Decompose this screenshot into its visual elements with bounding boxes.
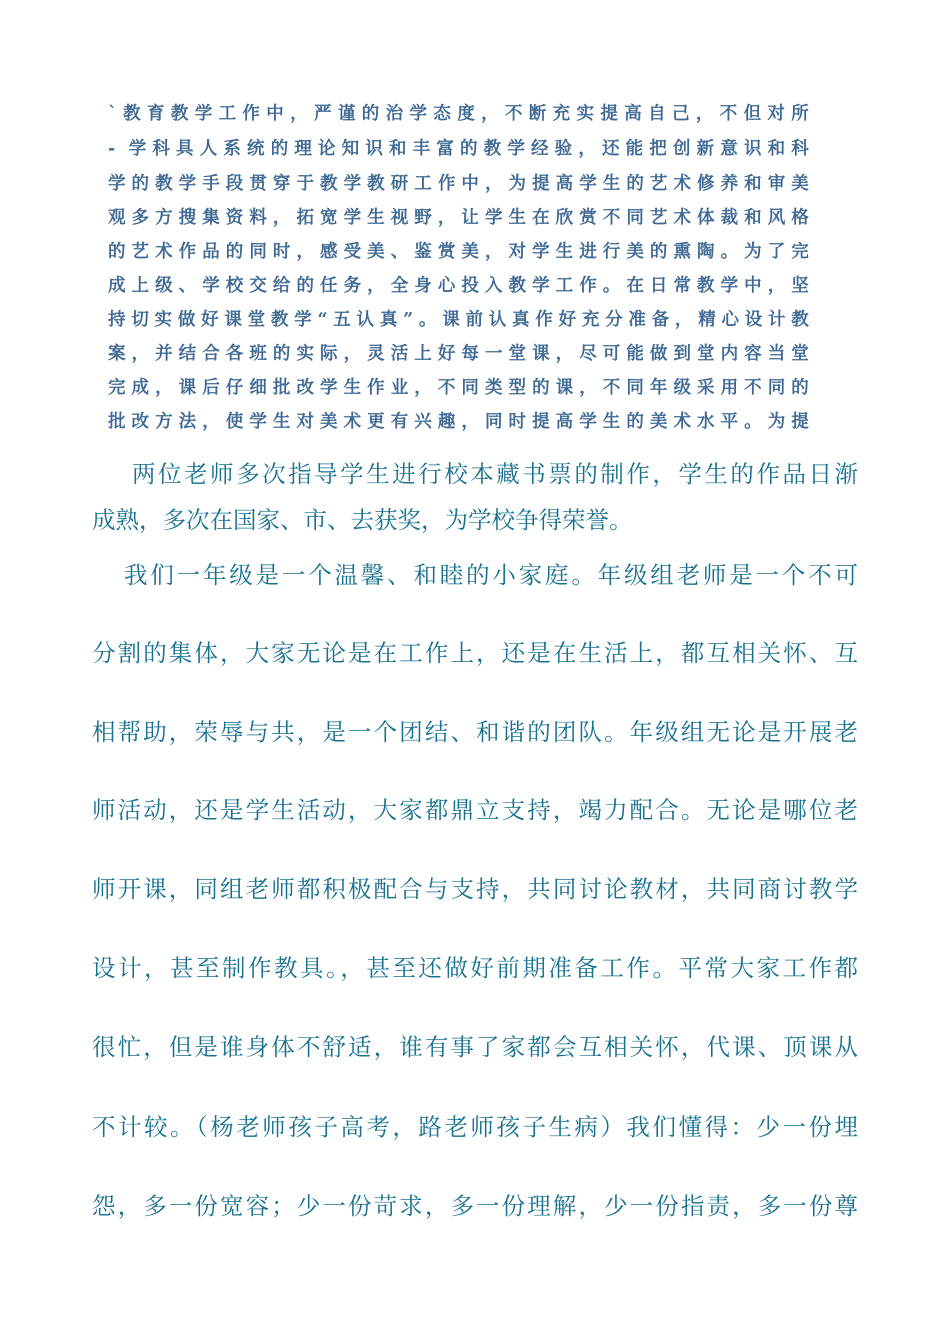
paragraph-line: 两位老师多次指导学生进行校本藏书票的制作，学生的作品日渐 bbox=[132, 460, 858, 488]
paragraph-line: 怨，多一份宽容；少一份苛求，多一份理解，少一份指责，多一份尊 bbox=[92, 1192, 858, 1220]
paragraph-line: 设计，甚至制作教具。，甚至还做好前期准备工作。平常大家工作都 bbox=[92, 954, 858, 982]
paragraph-line: 我们一年级是一个温馨、和睦的小家庭。年级组老师是一个不可 bbox=[124, 561, 858, 589]
scan-line: 观多方搜集资料，拓宽学生视野，让学生在欣赏不同艺术体裁和风格 bbox=[108, 208, 810, 228]
scan-line: 完成，课后仔细批改学生作业，不同类型的课，不同年级采用不同的 bbox=[108, 378, 810, 398]
paragraph-line: 很忙，但是谁身体不舒适，谁有事了家都会互相关怀，代课、顶课从 bbox=[92, 1033, 858, 1061]
paragraph-line: 师活动，还是学生活动，大家都鼎立支持，竭力配合。无论是哪位老 bbox=[92, 796, 858, 824]
paragraph-line: 成熟，多次在国家、市、去获奖，为学校争得荣誉。 bbox=[92, 506, 633, 534]
scan-line: 成上级、学校交给的任务，全身心投入教学工作。在日常教学中，坚 bbox=[108, 276, 810, 296]
scan-line: 学的教学手段贯穿于教学教研工作中，为提高学生的艺术修养和审美 bbox=[108, 174, 810, 194]
paragraph-line: 不计较。（杨老师孩子高考，路老师孩子生病）我们懂得：少一份埋 bbox=[92, 1113, 858, 1141]
scan-line: 批改方法，使学生对美术更有兴趣，同时提高学生的美术水平。为提 bbox=[108, 412, 810, 432]
scan-line: - 学科具人系统的理论知识和丰富的教学经验，还能把创新意识和科 bbox=[108, 139, 810, 159]
scan-line: `教育教学工作中，严谨的治学态度，不断充实提高自己，不但对所 bbox=[108, 104, 810, 124]
scan-line: 持切实做好课堂教学“五认真”。课前认真作好充分准备，精心设计教 bbox=[108, 310, 810, 330]
paragraph-line: 师开课，同组老师都积极配合与支持，共同讨论教材，共同商讨教学 bbox=[92, 875, 858, 903]
paragraph-line: 相帮助，荣辱与共，是一个团结、和谐的团队。年级组无论是开展老 bbox=[92, 718, 858, 746]
paragraph-line: 分割的集体，大家无论是在工作上，还是在生活上，都互相关怀、互 bbox=[92, 639, 858, 667]
scan-line: 的艺术作品的同时，感受美、鉴赏美，对学生进行美的熏陶。为了完 bbox=[108, 242, 810, 262]
scan-line: 案，并结合各班的实际，灵活上好每一堂课，尽可能做到堂内容当堂 bbox=[108, 344, 810, 364]
